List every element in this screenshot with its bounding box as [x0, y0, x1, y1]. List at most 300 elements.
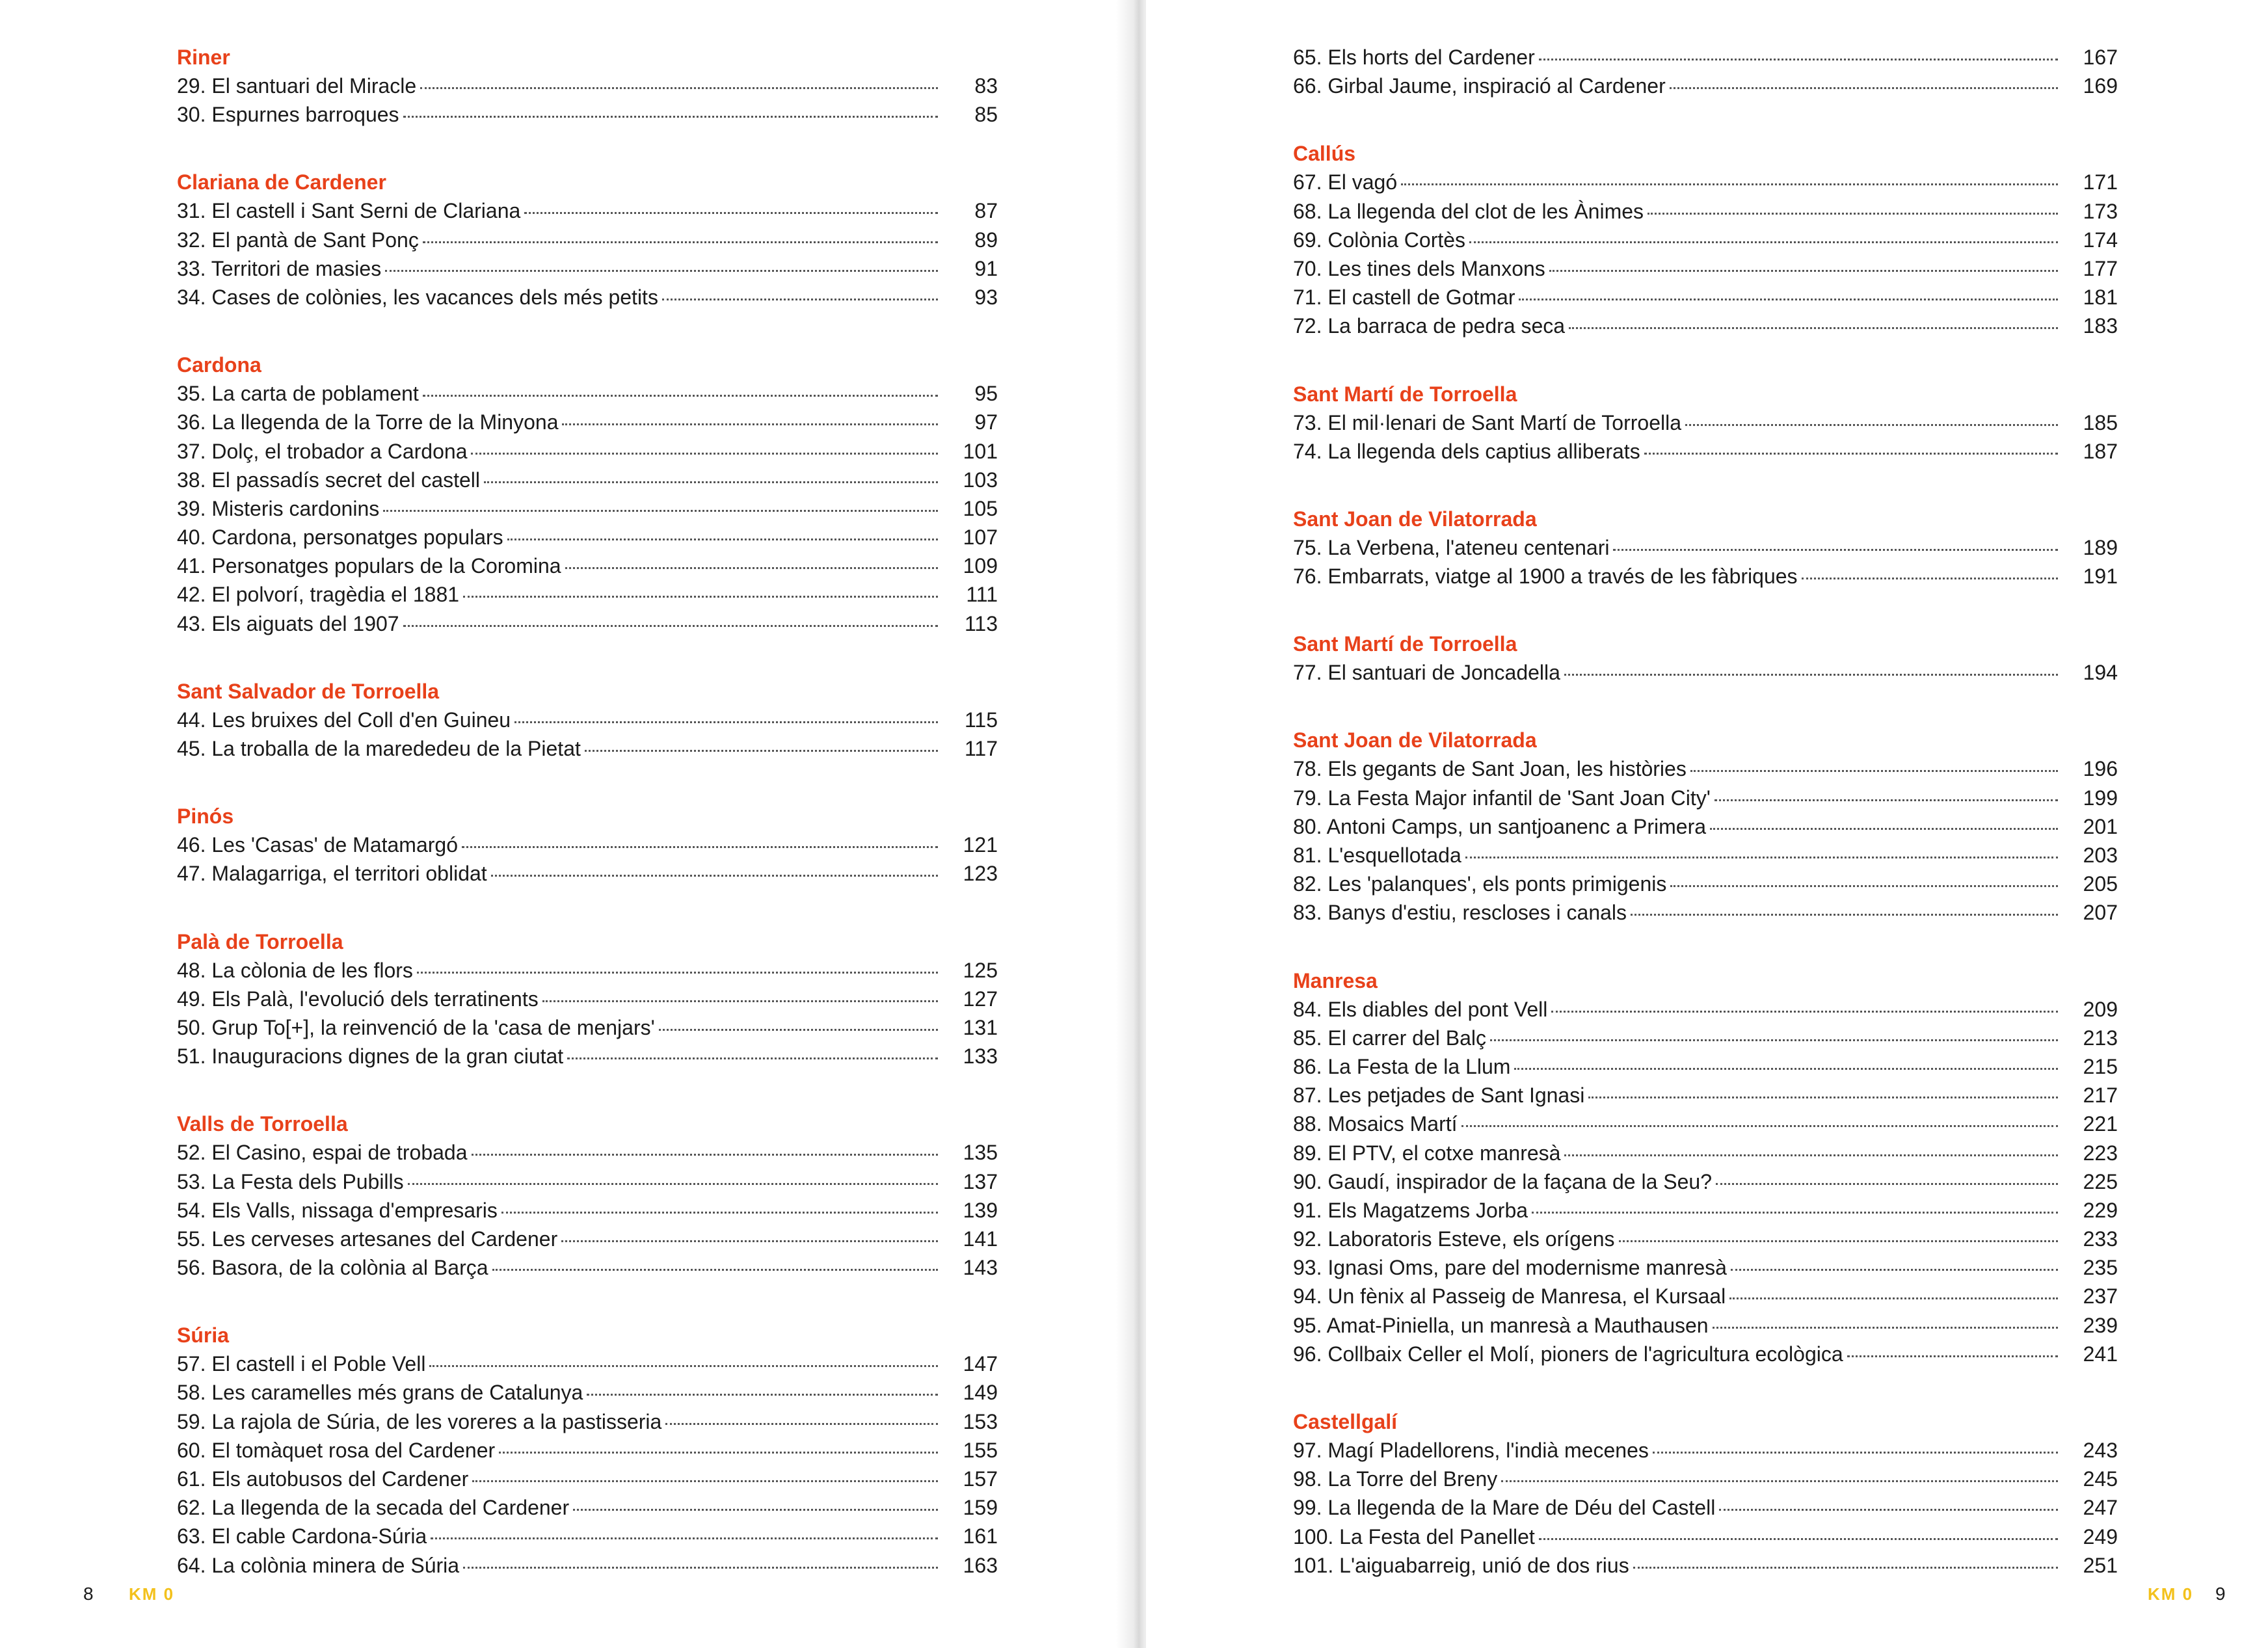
entry-page-number: 229: [2083, 1198, 2118, 1222]
entry-page-number: 163: [963, 1553, 998, 1577]
entry-title: 37. Dolç, el trobador a Cardona: [177, 439, 468, 463]
dot-leader: [472, 1154, 938, 1156]
entry-title: 89. El PTV, el cotxe manresà: [1293, 1141, 1561, 1165]
toc-section: [1293, 139, 2118, 340]
section-heading: Sant Joan de Vilatorrada: [1293, 728, 1537, 752]
dot-leader: [1729, 1297, 2058, 1299]
entry-page-number: 117: [964, 737, 998, 760]
entry-page-number: 125: [963, 958, 998, 982]
dot-leader: [1685, 424, 2058, 426]
entry-page-number: 241: [2083, 1342, 2118, 1366]
toc-entry: [177, 379, 998, 408]
entry-title: 46. Les 'Casas' de Matamargó: [177, 833, 458, 857]
toc-entry: [177, 1225, 998, 1253]
table-of-contents-right: [1293, 43, 2118, 1619]
left-page: [0, 0, 1132, 1648]
entry-title: 98. La Torre del Breny: [1293, 1467, 1498, 1491]
entry-title: 53. La Festa dels Pubills: [177, 1169, 404, 1193]
entry-title: 81. L'esquellotada: [1293, 844, 1461, 867]
section-heading: Valls de Torroella: [177, 1112, 348, 1136]
dot-leader: [491, 875, 938, 877]
entry-page-number: 133: [963, 1044, 998, 1069]
entry-page-number: 123: [963, 862, 998, 886]
entry-page-number: 121: [963, 833, 998, 857]
entry-page-number: 97: [974, 410, 998, 434]
entry-title: 80. Antoni Camps, un santjoanenc a Primera: [1293, 814, 1707, 838]
dot-leader: [1653, 1452, 2058, 1454]
entry-page-number: 147: [963, 1352, 998, 1376]
brand-logo-left: KM 0: [129, 1584, 175, 1604]
entry-page-number: 247: [2083, 1496, 2118, 1520]
entry-title: 82. Les 'palanques', els ponts primigenis: [1293, 872, 1667, 896]
brand-logo-right: KM 0: [2148, 1584, 2194, 1604]
entry-title: 100. La Festa del Panellet: [1293, 1524, 1535, 1548]
section-heading: Sant Martí de Torroella: [1293, 632, 1517, 656]
entry-title: 54. Els Valls, nissaga d'empresaris: [177, 1198, 498, 1222]
dot-leader: [565, 567, 938, 569]
dot-leader: [463, 596, 938, 598]
entry-title: 59. La rajola de Súria, de les voreres a la pastisseria: [177, 1409, 662, 1433]
dot-leader: [1539, 59, 2058, 60]
toc-section: [177, 677, 998, 763]
toc-entry: [1293, 226, 2118, 254]
toc-entry: [177, 552, 998, 580]
entry-title: 36. La llegenda de la Torre de la Minyona: [177, 410, 559, 434]
toc-section: [1293, 505, 2118, 591]
toc-entry: [1293, 72, 2118, 100]
entry-title: 39. Misteris cardonins: [177, 496, 380, 520]
entry-title: 90. Gaudí, inspirador de la façana de la Seu?: [1293, 1169, 1712, 1193]
entry-page-number: 249: [2083, 1524, 2118, 1548]
toc-entry: [177, 196, 998, 225]
dot-leader: [542, 1000, 938, 1002]
toc-entry: [177, 1167, 998, 1196]
section-heading: Clariana de Cardener: [177, 170, 386, 194]
dot-leader: [507, 538, 938, 540]
toc-entry: [177, 1551, 998, 1580]
section-heading: Callús: [1293, 142, 1356, 166]
entry-page-number: 127: [963, 987, 998, 1011]
entry-title: 94. Un fènix al Passeig de Manresa, el Kursaal: [1293, 1284, 1726, 1309]
dot-leader: [420, 87, 938, 89]
dot-leader: [1490, 1039, 2058, 1041]
dot-leader: [484, 481, 938, 483]
dot-leader: [1690, 770, 2058, 772]
toc-entry: [1293, 1225, 2118, 1253]
dot-leader: [1501, 1480, 2058, 1482]
dot-leader: [662, 299, 938, 300]
toc-section: [1293, 43, 2118, 100]
toc-entry: [1293, 1167, 2118, 1196]
entry-title: 40. Cardona, personatges populars: [177, 525, 503, 550]
dot-leader: [665, 1423, 938, 1425]
entry-page-number: 167: [2083, 46, 2118, 69]
entry-title: 95. Amat-Piniella, un manresà a Mauthausen: [1293, 1313, 1709, 1337]
dot-leader: [492, 1269, 938, 1271]
toc-entry: [177, 1253, 998, 1282]
right-page: [1146, 0, 2268, 1648]
toc-entry: [1293, 312, 2118, 340]
entry-title: 29. El santuari del Miracle: [177, 74, 417, 98]
dot-leader: [1670, 885, 2058, 887]
entry-title: 50. Grup To[+], la reinvenció de la 'casa de menjars': [177, 1015, 655, 1039]
section-heading: Sant Martí de Torroella: [1293, 382, 1517, 406]
entry-title: 78. Els gegants de Sant Joan, les històries: [1293, 757, 1687, 781]
dot-leader: [1401, 183, 2058, 185]
dot-leader: [1539, 1538, 2058, 1540]
toc-entry: [177, 734, 998, 763]
entry-title: 86. La Festa de la Llum: [1293, 1054, 1511, 1078]
entry-page-number: 149: [963, 1381, 998, 1405]
entry-page-number: 209: [2083, 997, 2118, 1021]
dot-leader: [1588, 1096, 2058, 1098]
entry-page-number: 199: [2083, 786, 2118, 810]
toc-entry: [177, 580, 998, 609]
entry-page-number: 201: [2083, 814, 2118, 838]
dot-leader: [562, 423, 938, 425]
toc-entry: [1293, 754, 2118, 783]
toc-entry: [177, 956, 998, 985]
entry-page-number: 115: [964, 708, 998, 732]
toc-entry: [1293, 197, 2118, 226]
toc-section: [177, 927, 998, 1071]
entry-page-number: 87: [974, 199, 998, 223]
entry-page-number: 217: [2083, 1083, 2118, 1108]
dot-leader: [1469, 241, 2058, 243]
entry-page-number: 161: [963, 1524, 998, 1548]
entry-title: 87. Les petjades de Sant Ignasi: [1293, 1083, 1585, 1108]
toc-entry: [177, 494, 998, 523]
toc-entry: [177, 831, 998, 859]
entry-page-number: 237: [2083, 1284, 2118, 1309]
entry-title: 79. La Festa Major infantil de 'Sant Joan City': [1293, 786, 1711, 810]
toc-entry: [1293, 1465, 2118, 1493]
toc-entry: [177, 1465, 998, 1493]
toc-section: [177, 351, 998, 638]
toc-entry: [1293, 841, 2118, 870]
entry-title: 97. Magí Pladellorens, l'indià mecenes: [1293, 1439, 1649, 1462]
toc-entry: [1293, 658, 2118, 687]
entry-title: 58. Les caramelles més grans de Catalunya: [177, 1381, 583, 1405]
dot-leader: [1551, 1011, 2058, 1013]
entry-page-number: 205: [2083, 872, 2118, 896]
dot-leader: [1514, 1068, 2058, 1070]
dot-leader: [1670, 87, 2058, 89]
entry-page-number: 173: [2083, 199, 2118, 223]
toc-entry: [1293, 1024, 2118, 1052]
entry-page-number: 159: [963, 1496, 998, 1520]
dot-leader: [1564, 674, 2058, 676]
entry-title: 31. El castell i Sant Serni de Clariana: [177, 199, 521, 223]
dot-leader: [1613, 549, 2058, 551]
toc-section: [177, 1110, 998, 1282]
toc-section: [177, 168, 998, 312]
dot-leader: [1716, 1183, 2058, 1185]
entry-page-number: 203: [2083, 844, 2118, 867]
page-number-left: 8: [83, 1584, 94, 1604]
entry-page-number: 171: [2083, 170, 2118, 194]
entry-page-number: 235: [2083, 1256, 2118, 1280]
section-heading: Sant Salvador de Torroella: [177, 679, 440, 703]
entry-title: 73. El mil·lenari de Sant Martí de Torroella: [1293, 410, 1682, 434]
toc-entry: [1293, 1311, 2118, 1340]
entry-title: 68. La llegenda del clot de les Ànimes: [1293, 199, 1644, 223]
toc-entry: [1293, 533, 2118, 562]
toc-entry: [1293, 870, 2118, 898]
entry-page-number: 183: [2083, 314, 2118, 338]
entry-title: 55. Les cerveses artesanes del Cardener: [177, 1227, 558, 1251]
toc-entry: [177, 100, 998, 129]
section-heading: Sant Joan de Vilatorrada: [1293, 507, 1537, 531]
entry-page-number: 143: [963, 1256, 998, 1280]
entry-page-number: 89: [974, 228, 998, 252]
entry-title: 91. Els Magatzems Jorba: [1293, 1198, 1528, 1222]
toc-entry: [177, 254, 998, 283]
dot-leader: [1648, 213, 2058, 215]
dot-leader: [1847, 1355, 2058, 1357]
dot-leader: [659, 1029, 938, 1031]
section-heading: Manresa: [1293, 968, 1378, 992]
entry-title: 62. La llegenda de la secada del Cardener: [177, 1496, 570, 1520]
entry-page-number: 181: [2083, 286, 2118, 310]
entry-page-number: 153: [963, 1409, 998, 1433]
dot-leader: [472, 1480, 938, 1482]
entry-page-number: 93: [974, 285, 998, 309]
entry-title: 99. La llegenda de la Mare de Déu del Castell: [1293, 1496, 1716, 1520]
toc-entry: [177, 1042, 998, 1070]
toc-entry: [1293, 1196, 2118, 1225]
dot-leader: [408, 1183, 938, 1185]
toc-section: [1293, 630, 2118, 687]
entry-title: 49. Els Palà, l'evolució dels terratinents: [177, 987, 539, 1011]
entry-page-number: 141: [963, 1227, 998, 1251]
toc-entry: [1293, 408, 2118, 437]
dot-leader: [423, 395, 938, 397]
dot-leader: [1465, 857, 2058, 858]
toc-entry: [1293, 1340, 2118, 1368]
entry-page-number: 169: [2083, 74, 2118, 98]
entry-title: 92. Laboratoris Esteve, els orígens: [1293, 1227, 1615, 1251]
entry-title: 69. Colònia Cortès: [1293, 228, 1466, 252]
entry-title: 85. El carrer del Balç: [1293, 1026, 1487, 1050]
section-heading: Súria: [177, 1323, 230, 1348]
toc-entry: [177, 1013, 998, 1042]
dot-leader: [429, 1365, 938, 1367]
dot-leader: [403, 625, 938, 627]
entry-page-number: 109: [963, 554, 998, 578]
entry-page-number: 239: [2083, 1313, 2118, 1337]
entry-page-number: 139: [963, 1198, 998, 1222]
entry-page-number: 85: [974, 103, 998, 127]
toc-entry: [1293, 784, 2118, 812]
dot-leader: [385, 270, 938, 272]
section-heading: Cardona: [177, 353, 261, 377]
entry-title: 56. Basora, de la colònia al Barça: [177, 1256, 488, 1280]
entry-title: 72. La barraca de pedra seca: [1293, 314, 1566, 338]
entry-title: 66. Girbal Jaume, inspiració al Cardener: [1293, 74, 1666, 98]
entry-page-number: 225: [2083, 1169, 2118, 1193]
toc-entry: [177, 706, 998, 734]
entry-title: 52. El Casino, espai de trobada: [177, 1141, 468, 1165]
entry-page-number: 155: [963, 1438, 998, 1462]
dot-leader: [573, 1509, 938, 1511]
entry-page-number: 191: [2083, 565, 2118, 589]
entry-title: 75. La Verbena, l'ateneu centenari: [1293, 535, 1610, 559]
dot-leader: [1519, 299, 2058, 300]
section-heading: Pinós: [177, 804, 234, 829]
entry-title: 47. Malagarriga, el territori oblidat: [177, 862, 487, 886]
dot-leader: [1719, 1509, 2058, 1511]
entry-page-number: 174: [2083, 228, 2118, 252]
section-heading: Castellgalí: [1293, 1410, 1398, 1433]
entry-page-number: 83: [974, 74, 998, 98]
toc-entry: [1293, 995, 2118, 1024]
toc-entry: [177, 1196, 998, 1225]
entry-page-number: 111: [966, 583, 998, 607]
dot-leader: [1461, 1125, 2058, 1127]
dot-leader: [567, 1057, 938, 1059]
toc-entry: [177, 1522, 998, 1550]
entry-page-number: 194: [2083, 661, 2118, 685]
entry-title: 33. Territori de masies: [177, 256, 382, 280]
entry-title: 44. Les bruixes del Coll d'en Guineu: [177, 708, 511, 732]
entry-page-number: 221: [2083, 1112, 2118, 1136]
toc-entry: [177, 985, 998, 1013]
dot-leader: [1564, 1154, 2058, 1156]
dot-leader: [417, 972, 938, 974]
entry-title: 35. La carta de poblament: [177, 382, 419, 406]
entry-title: 88. Mosaics Martí: [1293, 1112, 1458, 1136]
entry-title: 84. Els diables del pont Vell: [1293, 997, 1548, 1021]
entry-title: 41. Personatges populars de la Coromina: [177, 554, 561, 578]
dot-leader: [403, 116, 938, 118]
entry-title: 93. Ignasi Oms, pare del modernisme manresà: [1293, 1256, 1727, 1280]
entry-title: 63. El cable Cardona-Súria: [177, 1524, 427, 1548]
entry-title: 42. El polvorí, tragèdia el 1881: [177, 583, 460, 607]
toc-entry: [177, 1436, 998, 1465]
dot-leader: [1532, 1212, 2058, 1214]
toc-entry: [1293, 1282, 2118, 1310]
dot-leader: [1569, 327, 2058, 329]
dot-leader: [501, 1212, 938, 1214]
entry-page-number: 233: [2083, 1227, 2118, 1251]
toc-entry: [1293, 43, 2118, 72]
entry-title: 43. Els aiguats del 1907: [177, 611, 399, 635]
entry-title: 38. El passadís secret del castell: [177, 468, 481, 492]
dot-leader: [1710, 828, 2058, 830]
toc-entry: [1293, 898, 2118, 927]
toc-entry: [177, 437, 998, 466]
dot-leader: [514, 721, 938, 723]
entry-page-number: 177: [2083, 256, 2118, 280]
entry-title: 96. Collbaix Celler el Molí, pioners de l'agricultura ecològica: [1293, 1342, 1843, 1366]
entry-page-number: 213: [2083, 1026, 2118, 1050]
entry-title: 32. El pantà de Sant Ponç: [177, 228, 419, 252]
entry-page-number: 103: [963, 468, 998, 492]
toc-entry: [177, 609, 998, 638]
table-of-contents-left: [177, 43, 998, 1619]
dot-leader: [1802, 578, 2058, 579]
entry-title: 67. El vagó: [1293, 170, 1398, 194]
entry-title: 101. L'aiguabarreig, unió de dos rius: [1293, 1553, 1629, 1577]
entry-page-number: 105: [963, 496, 998, 520]
toc-entry: [1293, 437, 2118, 466]
entry-page-number: 101: [963, 439, 998, 463]
toc-entry: [1293, 1522, 2118, 1551]
page-number-right: 9: [2215, 1584, 2226, 1604]
entry-title: 83. Banys d'estiu, rescloses i canals: [1293, 901, 1627, 925]
dot-leader: [585, 750, 938, 752]
entry-page-number: 157: [963, 1467, 998, 1491]
toc-entry: [1293, 1551, 2118, 1580]
toc-section: [1293, 726, 2118, 927]
dot-leader: [561, 1240, 938, 1242]
dot-leader: [431, 1537, 938, 1539]
entry-title: 60. El tomàquet rosa del Cardener: [177, 1438, 496, 1462]
entry-page-number: 135: [963, 1141, 998, 1165]
entry-page-number: 196: [2083, 757, 2118, 781]
toc-section: [177, 43, 998, 129]
entry-page-number: 113: [964, 611, 998, 635]
dot-leader: [462, 846, 938, 848]
entry-title: 57. El castell i el Poble Vell: [177, 1352, 426, 1376]
toc-entry: [177, 226, 998, 254]
entry-title: 45. La troballa de la marededeu de la Pietat: [177, 737, 581, 760]
dot-leader: [463, 1567, 938, 1569]
toc-entry: [1293, 168, 2118, 196]
dot-leader: [471, 453, 938, 455]
toc-entry: [177, 466, 998, 494]
dot-leader: [1714, 799, 2058, 801]
dot-leader: [1619, 1240, 2059, 1242]
entry-page-number: 187: [2083, 439, 2118, 463]
toc-section: [1293, 380, 2118, 466]
toc-entry: [177, 1138, 998, 1167]
toc-entry: [1293, 812, 2118, 841]
entry-page-number: 131: [963, 1015, 998, 1039]
toc-entry: [177, 1349, 998, 1378]
section-heading: Riner: [177, 46, 230, 69]
toc-entry: [177, 72, 998, 100]
entry-page-number: 215: [2083, 1054, 2118, 1078]
entry-page-number: 223: [2083, 1141, 2118, 1165]
toc-section: [177, 1321, 998, 1580]
toc-section: [177, 802, 998, 888]
dot-leader: [1713, 1327, 2058, 1329]
entry-title: 65. Els horts del Cardener: [1293, 46, 1535, 69]
toc-section: [1293, 1407, 2118, 1580]
entry-title: 76. Embarrats, viatge al 1900 a través de les fàbriques: [1293, 565, 1798, 589]
dot-leader: [1644, 453, 2058, 455]
toc-entry: [1293, 562, 2118, 591]
entry-page-number: 95: [974, 382, 998, 406]
entry-title: 30. Espurnes barroques: [177, 103, 399, 127]
entry-title: 74. La llegenda dels captius alliberats: [1293, 439, 1640, 463]
toc-entry: [1293, 1110, 2118, 1138]
toc-entry: [1293, 1493, 2118, 1522]
toc-entry: [177, 859, 998, 888]
entry-title: 71. El castell de Gotmar: [1293, 286, 1515, 310]
dot-leader: [1631, 914, 2058, 916]
toc-entry: [177, 283, 998, 312]
toc-entry: [1293, 1081, 2118, 1110]
dot-leader: [587, 1394, 938, 1396]
toc-entry: [1293, 1436, 2118, 1465]
toc-entry: [177, 523, 998, 552]
entry-page-number: 245: [2083, 1467, 2118, 1491]
entry-title: 34. Cases de colònies, les vacances dels més petits: [177, 285, 658, 309]
entry-page-number: 91: [974, 256, 998, 280]
